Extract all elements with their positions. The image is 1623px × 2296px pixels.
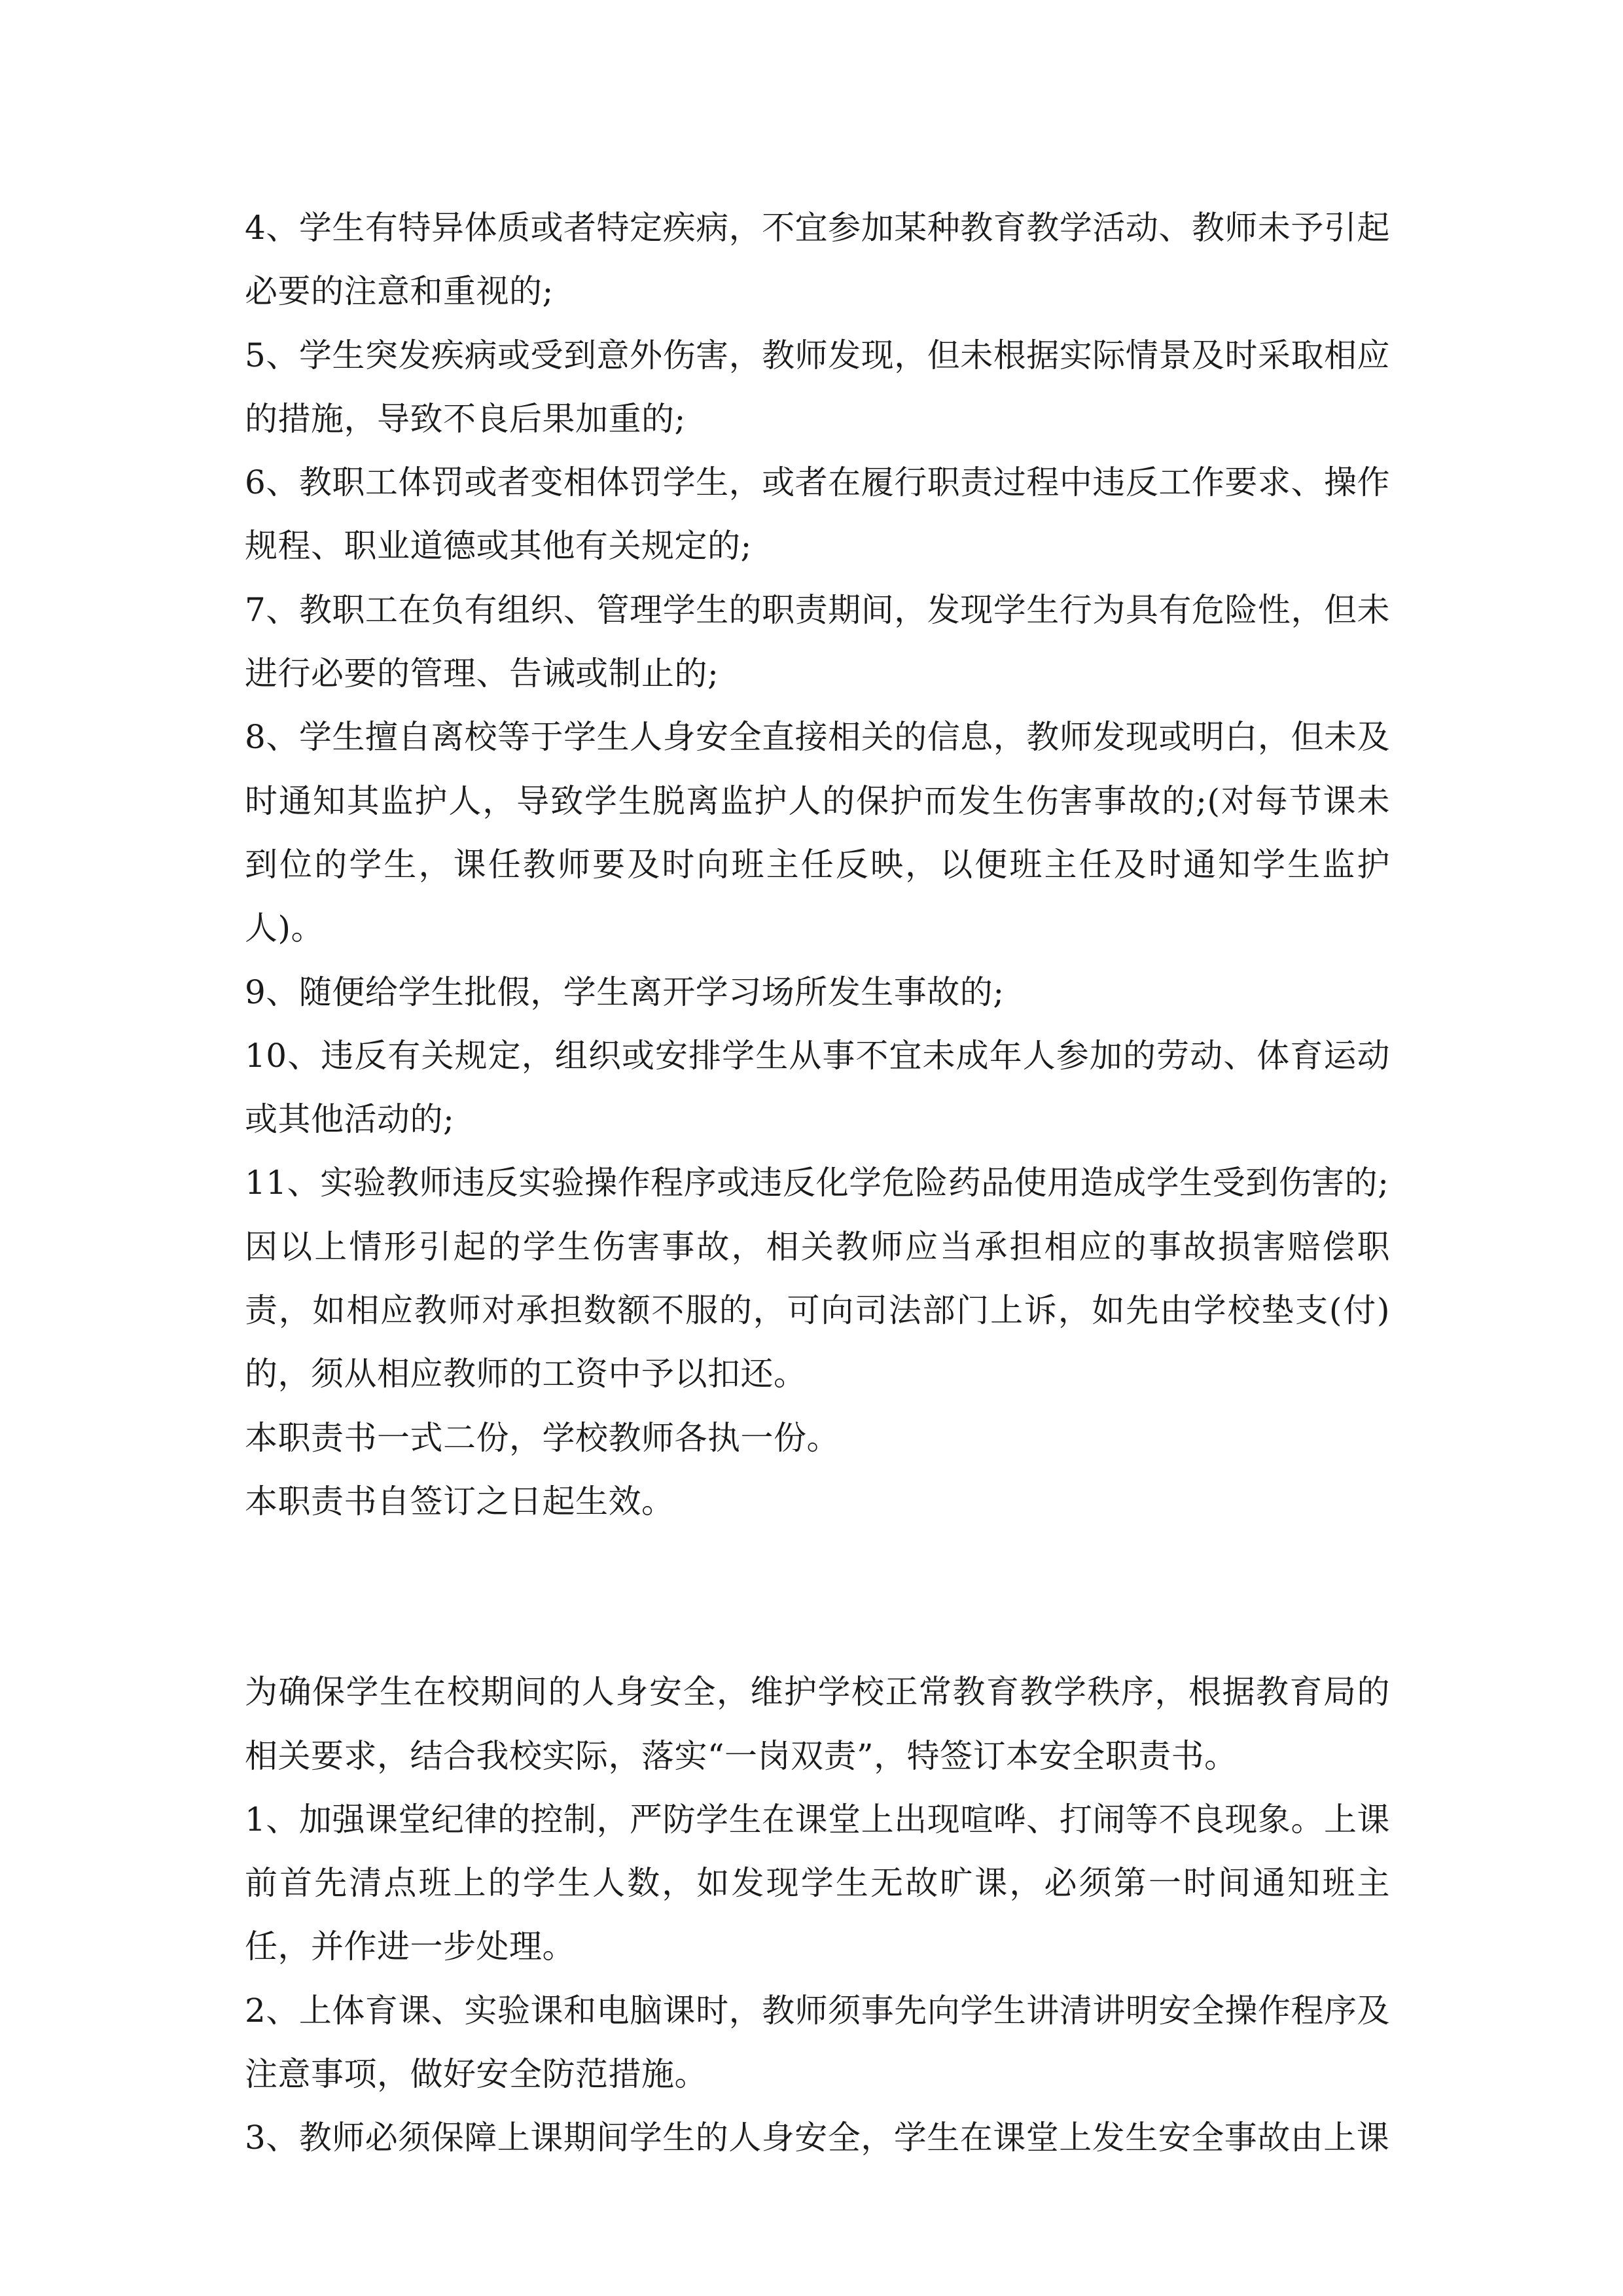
intro-paragraph: 为确保学生在校期间的人身安全，维护学校正常教育教学秩序，根据教育局的相关要求，结合我校实际，落实“一岗双责”，特签订本安全职责书。: [245, 1673, 1390, 1775]
clause-4: 4、学生有特异体质或者特定疾病，不宜参加某种教育教学活动、教师未予引起必要的注意和重视的;: [245, 209, 1390, 311]
liability-paragraph: 因以上情形引起的学生伤害事故，相关教师应当承担相应的事故损害赔偿职责，如相应教师对承担数额不服的，可向司法部门上诉，如先由学校垫支(付)的，须从相应教师的工资中予以扣还。: [245, 1227, 1390, 1393]
clause-11: 11、实验教师违反实验操作程序或违反化学危险药品使用造成学生受到伤害的;: [245, 1164, 1389, 1202]
clause-5: 5、学生突发疾病或受到意外伤害，教师发现，但未根据实际情景及时采取相应的措施，导致不良后果加重的;: [245, 336, 1390, 438]
clause-3: 3、教师必须保障上课期间学生的人身安全，学生在课堂上发生安全事故由上课: [245, 2119, 1390, 2157]
clause-9: 9、随便给学生批假，学生离开学习场所发生事故的;: [245, 973, 1005, 1011]
clause-1: 1、加强课堂纪律的控制，严防学生在课堂上出现喧哗、打闹等不良现象。上课前首先清点班上的学生人数，如发现学生无故旷课，必须第一时间通知班主任，并作进一步处理。: [245, 1800, 1390, 1966]
document-body: [245, 196, 1390, 2170]
clause-7: 7、教职工在负有组织、管理学生的职责期间，发现学生行为具有危险性，但未进行必要的管理、告诫或制止的;: [245, 590, 1390, 693]
clause-8: 8、学生擅自离校等于学生人身安全直接相关的信息，教师发现或明白，但未及时通知其监护人，导致学生脱离监护人的保护而发生伤害事故的;(对每节课未到位的学生，课任教师要及时向班主任反映，以便班主任及时通知学生监护人)。: [245, 718, 1390, 948]
clause-2: 2、上体育课、实验课和电脑课时，教师须事先向学生讲清讲明安全操作程序及注意事项，做好安全防范措施。: [245, 1991, 1390, 2094]
section-gap: [245, 1534, 1390, 1660]
effective-statement: 本职责书自签订之日起生效。: [245, 1482, 675, 1520]
clause-6: 6、教职工体罚或者变相体罚学生，或者在履行职责过程中违反工作要求、操作规程、职业道德或其他有关规定的;: [245, 463, 1390, 565]
clause-10: 10、违反有关规定，组织或安排学生从事不宜未成年人参加的劳动、体育运动或其他活动的;: [245, 1036, 1390, 1139]
copies-statement: 本职责书一式二份，学校教师各执一份。: [245, 1418, 840, 1457]
